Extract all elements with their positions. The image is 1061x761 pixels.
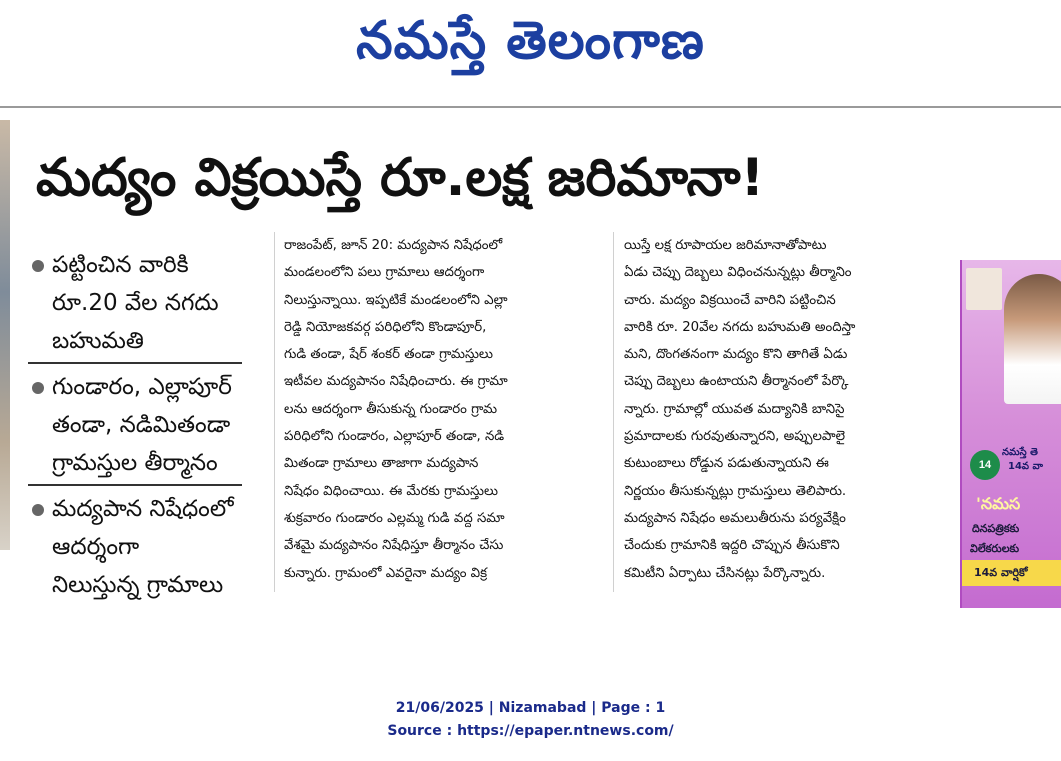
ad-small-portrait	[966, 268, 1002, 310]
article-line: వేశమై మద్యపానం నిషేధిస్తూ తీర్మానం చేసు	[284, 538, 504, 554]
article-line: రాజంపేట్, జూన్ 20: మద్యపాన నిషేధంలో	[284, 238, 503, 253]
article-line: చెప్పు దెబ్బలు ఉంటాయని తీర్మానంలో పేర్కొ	[624, 374, 849, 390]
article-line: కుటుంబాలు రోడ్డున పడుతున్నాయని ఈ	[624, 456, 829, 472]
newspaper-logo: నమస్తే తెలంగాణ	[356, 11, 705, 71]
bullet-item	[28, 246, 242, 364]
article-line: గుడి తండా, షేర్ శంకర్ తండా గ్రామస్తులు	[284, 347, 493, 363]
article-headline: మద్యం విక్రయిస్తే రూ.లక్ష జరిమానా!	[36, 148, 765, 208]
masthead-divider	[0, 106, 1061, 108]
article-line: యిస్తే లక్ష రూపాయల జరిమానాతోపాటు	[624, 238, 827, 253]
article-line: మండలంలోని పలు గ్రామాలు ఆదర్శంగా	[284, 265, 485, 281]
bullet-line: బహుమతి	[52, 328, 144, 354]
bullet-item	[28, 368, 242, 486]
ad-text: దినపత్రికకు	[972, 522, 1020, 535]
article-line: ఏడు చెప్పు దెబ్బలు విధించనున్నట్లు తీర్మానిం	[624, 265, 852, 281]
article-line: ప్రమాదాలకు గురవుతున్నారని, అప్పులపాలై	[624, 429, 846, 445]
article-line: మితండా గ్రామాలు తాజాగా మద్యపాన	[284, 456, 479, 472]
bullet-line: ఆదర్శంగా	[52, 534, 140, 560]
ad-text: నమస్తే తె	[1002, 447, 1038, 458]
page-info: 21/06/2025 | Nizamabad | Page : 1	[395, 700, 666, 716]
bullet-line: రూ.20 వేల నగదు	[52, 290, 219, 316]
bullet-dot-icon	[32, 260, 44, 272]
article-line: నిర్ణయం తీసుకున్నట్లు గ్రామస్తులు తెలిపారు.	[624, 483, 847, 499]
bullet-dot-icon	[32, 382, 44, 394]
article-line: న్నారు. గ్రామాల్లో యువత మద్యానికి బానిసై	[624, 401, 845, 417]
article-column-1	[284, 232, 614, 587]
article-line: కున్నారు. గ్రామంలో ఎవరైనా మద్యం విక్ర	[284, 565, 488, 581]
bullet-line: తండా, నడిమితండా	[52, 412, 231, 438]
bullet-line: మద్యపాన నిషేధంలో	[52, 496, 234, 522]
ad-portrait	[1004, 274, 1061, 404]
article-line: పరిధిలోని గుండారం, ఎల్లాపూర్ తండా, నడి	[284, 429, 505, 445]
article-line: లను ఆదర్శంగా తీసుకున్న గుండారం గ్రామ	[284, 401, 498, 417]
masthead	[0, 0, 1061, 108]
bullet-line: పట్టించిన వారికి	[52, 252, 189, 278]
anniversary-advertisement	[960, 260, 1061, 608]
bullet-line: నిలుస్తున్న గ్రామాలు	[52, 572, 224, 598]
ad-text: 14వ వార్షికో	[974, 566, 1028, 579]
anniversary-badge-icon: 14	[970, 450, 1000, 480]
article-line: చేందుకు గ్రామానికి ఇద్దరి చొప్పున తీసుకొని	[624, 538, 840, 554]
bullet-dot-icon	[32, 504, 44, 516]
bullet-line: గుండారం, ఎల్లాపూర్	[52, 374, 232, 400]
ad-text: 'నమస	[976, 494, 1021, 513]
cropped-photo	[0, 120, 10, 550]
article-line: మద్యపాన నిషేధం అమలుతీరును పర్యవేక్షిం	[624, 510, 846, 526]
article-column-2	[624, 232, 954, 587]
column-divider	[274, 232, 275, 592]
ad-text: విలేకరులకు	[970, 542, 1020, 555]
article-line: రెడ్డి నియోజకవర్గ పరిధిలోని కొండాపూర్,	[284, 319, 487, 335]
source-link[interactable]: Source : https://epaper.ntnews.com/	[387, 723, 674, 739]
article-line: నిషేధం విధించాయి. ఈ మేరకు గ్రామస్తులు	[284, 483, 499, 499]
bullet-line: గ్రామస్తుల తీర్మానం	[52, 450, 218, 476]
article-line: నిలుస్తున్నాయి. ఇప్పటికే మండలంలోని ఎల్లా	[284, 292, 508, 308]
article-line: కమిటీని ఏర్పాటు చేసినట్లు పేర్కొన్నారు.	[624, 565, 826, 581]
highlight-bullets	[28, 246, 268, 604]
article-line: ఇటీవల మద్యపానం నిషేధించారు. ఈ గ్రామా	[284, 374, 508, 390]
article-line: వారికి రూ. 20వేల నగదు బహుమతి అందిస్తా	[624, 319, 856, 335]
article-line: శుక్రవారం గుండారం ఎల్లమ్మ గుడి వద్ద సమా	[284, 510, 505, 526]
article-line: చారు. మద్యం విక్రయించే వారిని పట్టించిన	[624, 292, 836, 308]
article-line: మని, దొంగతనంగా మద్యం కొని తాగితే ఏడు	[624, 347, 848, 363]
ad-text: 14వ వా	[1008, 461, 1043, 472]
column-divider	[613, 232, 614, 592]
bullet-item	[28, 490, 268, 604]
